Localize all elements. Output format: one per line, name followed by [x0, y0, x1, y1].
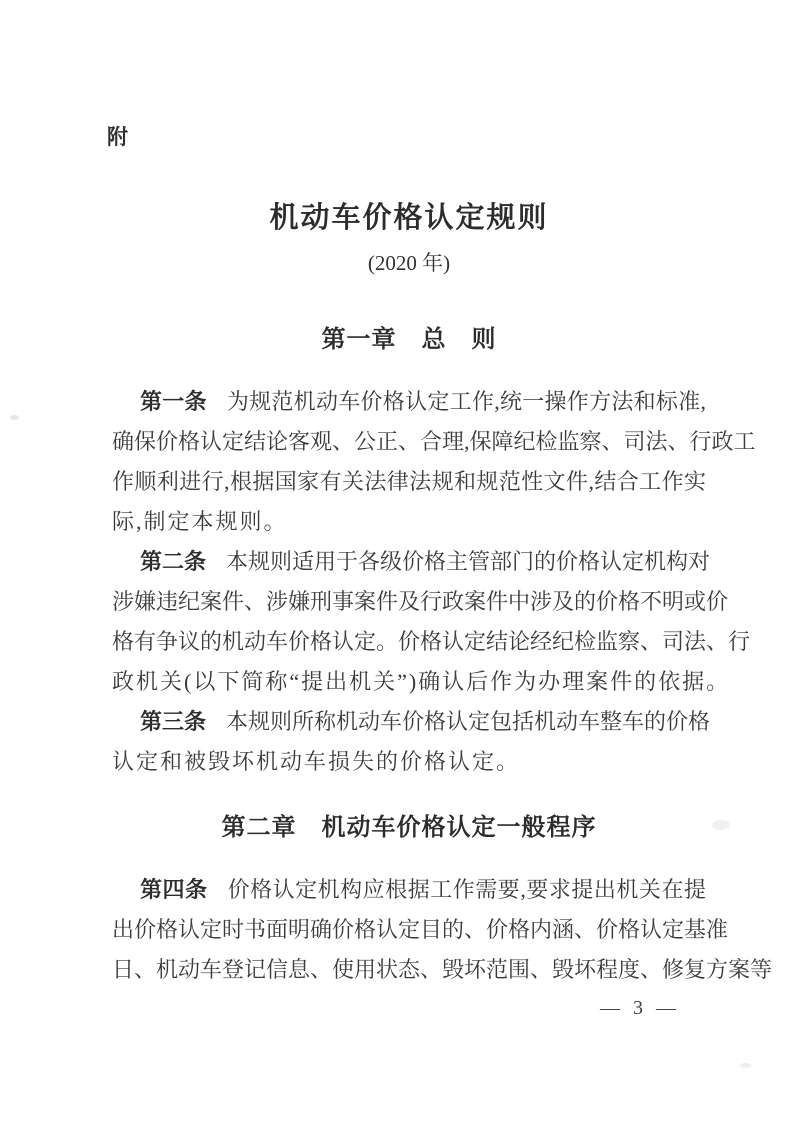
scan-artifact [10, 415, 19, 420]
article-line: 确保价格认定结论客观、公正、合理,保障纪检监察、司法、行政工 [112, 429, 756, 454]
scan-artifact [712, 820, 730, 830]
article-line: 作顺利进行,根据国家有关法律法规和规范性文件,结合工作实 [112, 469, 706, 494]
attachment-marker: 附 [107, 125, 128, 149]
article-first-line: 第四条 价格认定机构应根据工作需要,要求提出机关在提 [140, 877, 706, 902]
document-year: (2020 年) [367, 251, 451, 275]
article [112, 382, 756, 542]
chapter-heading: 第二章 机动车价格认定一般程序 [221, 815, 597, 841]
article-label: 第三条 [140, 709, 207, 734]
article-line: 认定和被毁坏机动车损失的价格认定。 [112, 749, 521, 774]
article-label: 第四条 [140, 877, 208, 902]
article-line: 政机关(以下简称“提出机关”)确认后作为办理案件的依据。 [112, 669, 731, 694]
article-first-line: 第一条 为规范机动车价格认定工作,统一操作方法和标准, [140, 389, 706, 414]
article [112, 542, 751, 702]
article-first-line: 第三条 本规则所称机动车价格认定包括机动车整车的价格 [140, 709, 711, 734]
article-line: 涉嫌违纪案件、涉嫌刑事案件及行政案件中涉及的价格不明或价 [112, 589, 729, 614]
article-first-line: 第二条 本规则适用于各级价格主管部门的价格认定机构对 [140, 549, 711, 574]
chapter-heading: 第一章 总 则 [321, 327, 497, 353]
article [112, 702, 711, 782]
article-label: 第一条 [140, 389, 207, 414]
article [112, 870, 773, 990]
document-flow [112, 320, 773, 990]
page-number: — 3 — [600, 997, 680, 1019]
article-label: 第二条 [140, 549, 207, 574]
article-line: 际,制定本规则。 [112, 509, 288, 534]
scan-artifact [740, 1063, 751, 1068]
article-line: 格有争议的机动车价格认定。价格认定结论经纪检监察、司法、行 [112, 629, 751, 654]
article-line: 出价格认定时书面明确价格认定目的、价格内涵、价格认定基准 [112, 917, 729, 942]
document-content [112, 0, 773, 1026]
article-line: 日、机动车登记信息、使用状态、毁坏范围、毁坏程度、修复方案等 [112, 957, 773, 982]
document-title: 机动车价格认定规则 [269, 202, 549, 234]
